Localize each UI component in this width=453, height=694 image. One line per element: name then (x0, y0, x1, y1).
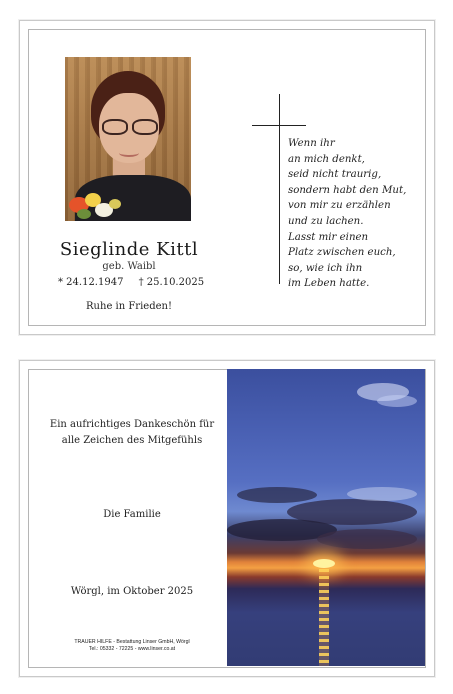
poem-line: so, wie ich ihn (288, 262, 363, 274)
death-date: † 25.10.2025 (138, 277, 205, 288)
poem-line: Lasst mir einen (288, 231, 369, 243)
funeral-home-imprint (32, 639, 232, 653)
sun (313, 559, 335, 568)
flower-bouquet (65, 189, 125, 221)
sun-reflection (319, 569, 329, 666)
portrait-photo (65, 57, 191, 221)
imprint-line: Tel.: 05332 - 72225 - www.linser.co.at (88, 646, 176, 652)
life-dates (58, 277, 216, 288)
maiden-name: geb. Waibl (102, 261, 156, 272)
poem-line: und zu lachen. (288, 215, 364, 227)
poem (288, 136, 406, 292)
thanks-text (32, 417, 232, 448)
thanks-line: Ein aufrichtiges Dankeschön für (49, 419, 215, 430)
thank-you-card (19, 360, 435, 677)
cross-icon-bar (252, 125, 306, 126)
birth-date: * 24.12.1947 (58, 277, 124, 288)
poem-line: seid nicht traurig, (288, 169, 382, 181)
poem-line: im Leben hatte. (288, 278, 370, 290)
poem-line: von mir zu erzählen (288, 200, 391, 212)
cross-icon (279, 94, 280, 284)
poem-line: sondern habt den Mut, (288, 184, 407, 196)
memorial-card-front (19, 20, 435, 335)
imprint-line: TRAUER HILFE - Bestattung Linser GmbH, Wörgl (74, 639, 190, 645)
poem-line: Platz zwischen euch, (288, 247, 396, 259)
place-date: Wörgl, im Oktober 2025 (70, 586, 194, 597)
farewell-text: Ruhe in Frieden! (86, 301, 172, 312)
thanks-line: alle Zeichen des Mitgefühls (61, 434, 203, 446)
poem-line: Wenn ihr (288, 138, 335, 149)
sunset-photo (227, 369, 425, 666)
deceased-name: Sieglinde Kittl (59, 239, 199, 260)
poem-line: an mich denkt, (288, 153, 365, 165)
family-signature: Die Familie (103, 509, 161, 520)
